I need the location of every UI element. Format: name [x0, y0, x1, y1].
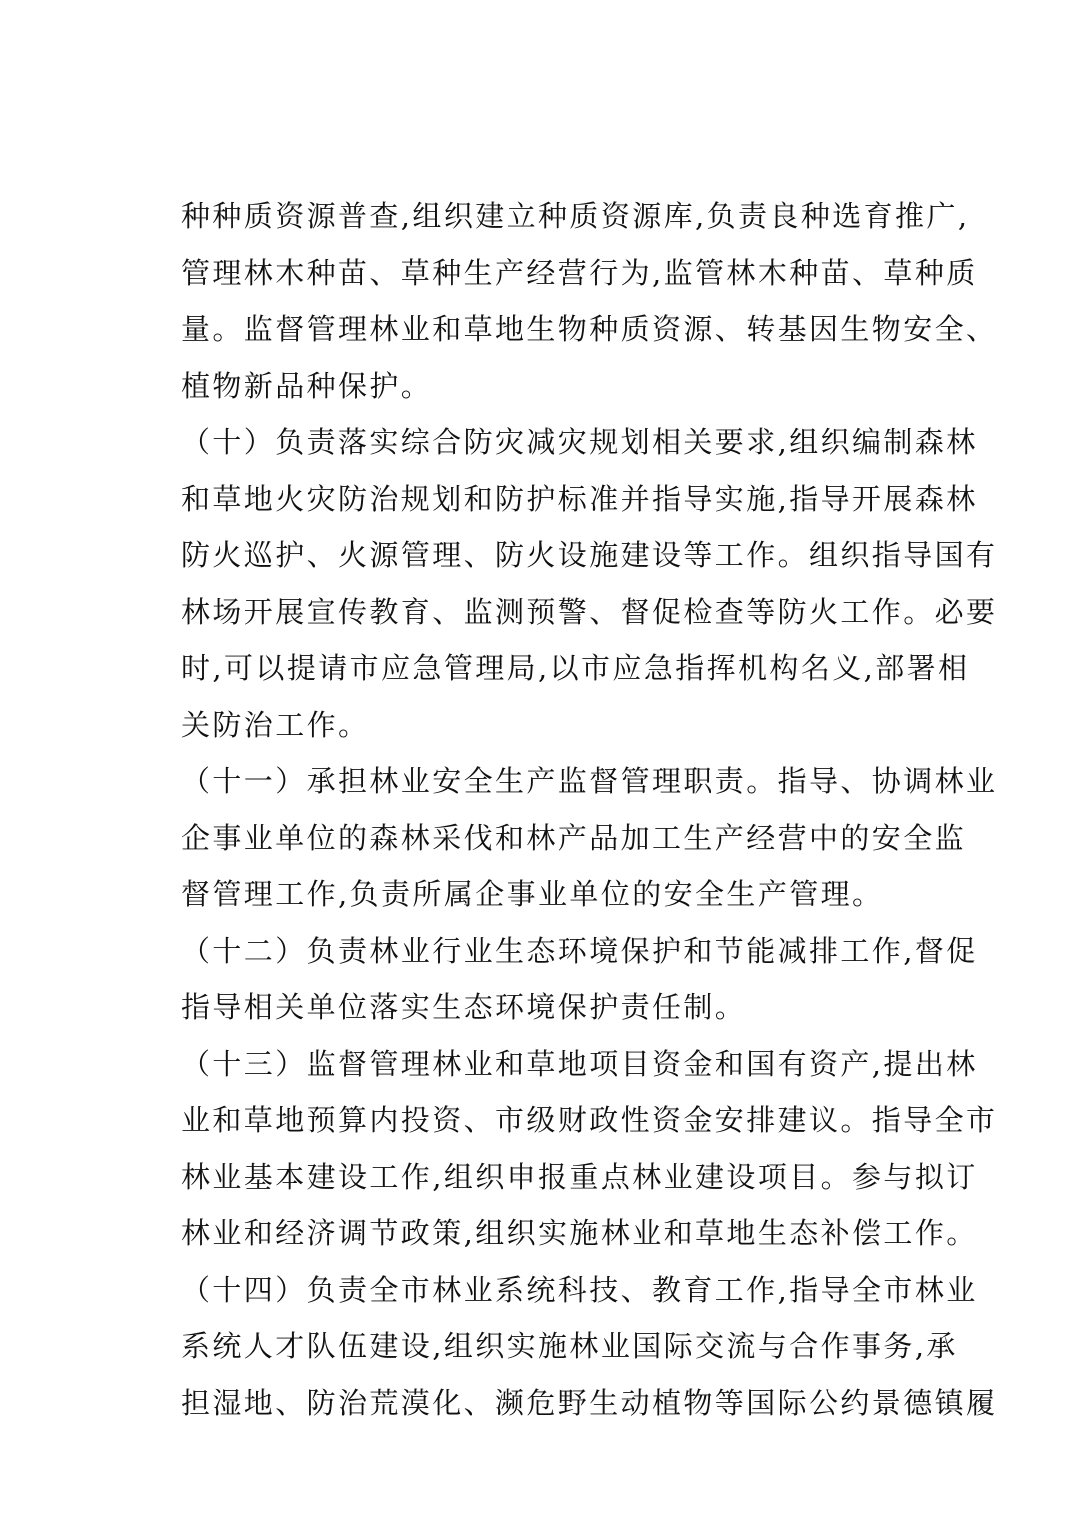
text-line: 管理林木种苗、草种生产经营行为,监管林木种苗、草种质	[181, 255, 978, 290]
text-line: 防火巡护、火源管理、防火设施建设等工作。组织指导国有	[181, 538, 998, 572]
text-line: 业和草地预算内投资、市级财政性资金安排建议。指导全市	[181, 1103, 998, 1137]
text-line: 担湿地、防治荒漠化、濒危野生动植物等国际公约景德镇履	[181, 1385, 998, 1420]
text-line: 时,可以提请市应急管理局,以市应急指挥机构名义,部署相	[181, 651, 970, 685]
text-line: （十一）承担林业安全生产监督管理职责。指导、协调林业	[181, 764, 998, 798]
text-line: 和草地火灾防治规划和防护标准并指导实施,指导开展森林	[181, 481, 978, 516]
text-line: 关防治工作。	[181, 707, 370, 742]
body-text	[181, 188, 998, 1431]
text-line: 督管理工作,负责所属企事业单位的安全生产管理。	[181, 877, 884, 911]
text-line: 林场开展宣传教育、监测预警、督促检查等防火工作。必要	[181, 594, 998, 629]
text-line: 量。监督管理林业和草地生物种质资源、转基因生物安全、	[181, 312, 998, 346]
text-line: 系统人才队伍建设,组织实施林业国际交流与合作事务,承	[181, 1329, 958, 1363]
text-line: 企事业单位的森林采伐和林产品加工生产经营中的安全监	[181, 820, 967, 855]
text-line: （十）负责落实综合防灾减灾规划相关要求,组织编制森林	[181, 425, 978, 459]
text-line: 种种质资源普查,组织建立种质资源库,负责良种选育推广,	[181, 199, 970, 233]
text-line: 指导相关单位落实生态环境保护责任制。	[181, 990, 747, 1024]
text-line: 植物新品种保护。	[181, 368, 433, 403]
text-line: （十四）负责全市林业系统科技、教育工作,指导全市林业	[181, 1272, 978, 1307]
text-line: 林业和经济调节政策,组织实施林业和草地生态补偿工作。	[181, 1216, 978, 1250]
text-line: （十二）负责林业行业生态环境保护和节能减排工作,督促	[181, 933, 978, 968]
text-line: 林业基本建设工作,组织申报重点林业建设项目。参与拟订	[181, 1159, 978, 1194]
text-line: （十三）监督管理林业和草地项目资金和国有资产,提出林	[181, 1046, 978, 1081]
